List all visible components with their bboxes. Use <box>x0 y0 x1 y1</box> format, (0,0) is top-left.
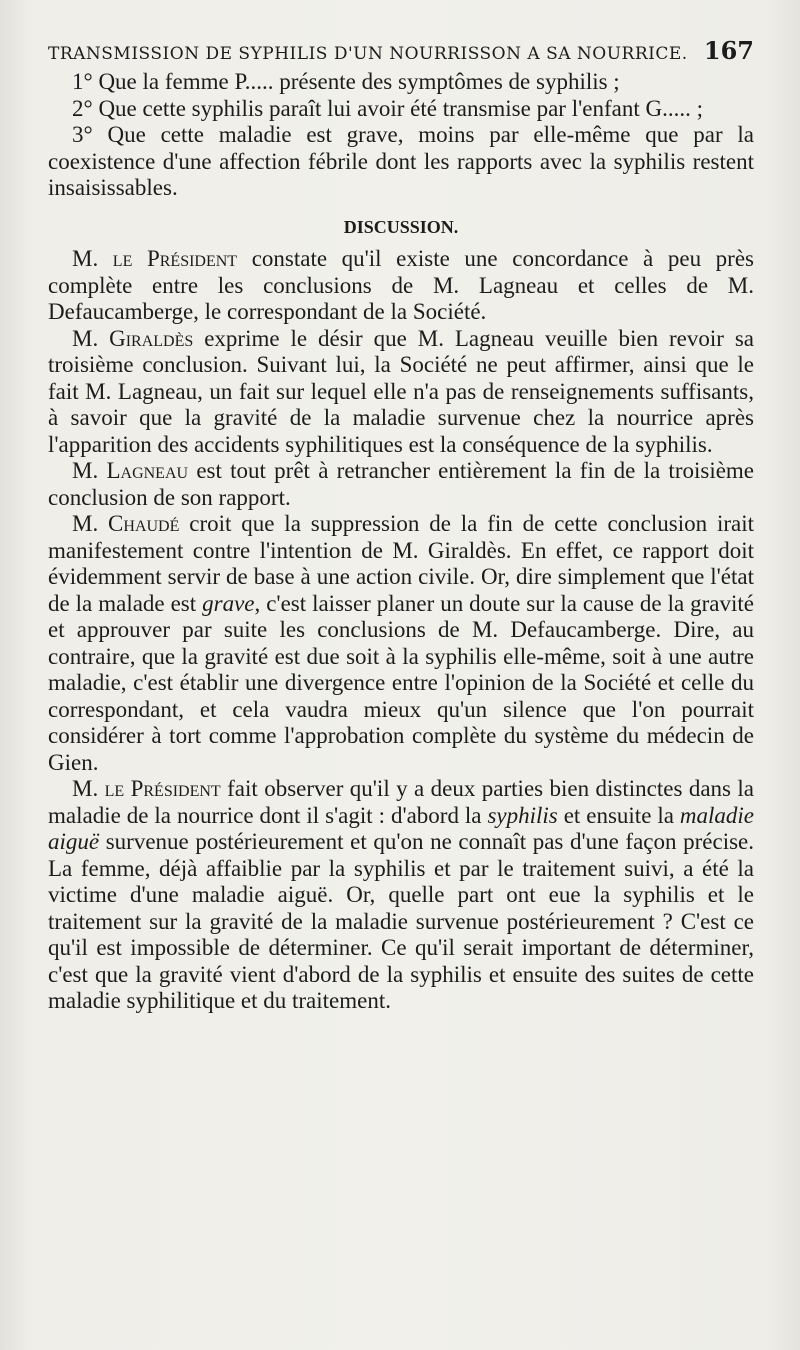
paragraph-president-2 <box>48 776 754 1015</box>
paragraph-text: est tout prêt à retrancher entièrement la fin de la troisième conclusion de son rapport. <box>48 458 755 510</box>
paragraph-text: croit que la suppression de la fin de cette conclusion irait manifestement contre l'intention de M. Giraldès. En effet, ce rapport doit évidemment servir de base à une action civile. Or, dire simplement que l'état de la malade est <box>48 511 754 616</box>
paragraph-giraldes <box>48 326 754 459</box>
speaker-name: M. le Président <box>72 776 221 801</box>
emphasis-maladie-aigue: maladie aiguë <box>48 802 755 854</box>
paragraph-text-cont: et ensuite la <box>563 802 674 828</box>
paragraph-text: fait observer qu'il y a deux parties bien distinctes dans la maladie de la nourrice dont il s'agit : d'abord la <box>48 776 755 828</box>
paragraph-president-1 <box>48 246 754 326</box>
paragraph-lagneau <box>48 458 754 511</box>
paragraph-text-cont: , c'est laisser planer un doute sur la cause de la gravité et approuver par suite les conclusions de M. Defaucamberge. Dire, au contraire, que la gravité est due soit à la syphilis elle-même, soit à une autre maladie, c'est établir une divergence entre l'opinion de la Société et celle du correspondant, et cela vaudra mieux qu'un silence que l'on pourrait considérer à tort comme l'approbation complète du système du médecin de Gien. <box>48 590 754 775</box>
conclusion-1: 1° Que la femme P..... présente des symptômes de syphilis ; <box>72 69 620 94</box>
page-number: 167 <box>703 36 754 65</box>
paragraph-chaude <box>48 511 754 776</box>
paragraph-text-cont: survenue postérieurement et qu'on ne connaît pas d'une façon précise. La femme, déjà affaiblie par la syphilis et par le traitement suivi, a été la victime d'une maladie aiguë. Or, quelle part ont eue la syphilis et le traitement sur la gravité de la maladie survenue postérieurement ? C'est ce qu'il est impossible de déterminer. Ce qu'il serait important de déterminer, c'est que la gravité vient d'abord de la syphilis et ensuite des suites de cette maladie syphilitique et du traitement. <box>48 829 754 1013</box>
speaker-name: M. Chaudé <box>72 511 180 536</box>
body-text <box>48 69 754 1015</box>
running-title: TRANSMISSION DE SYPHILIS D'UN NOURRISSON A SA NOURRICE. <box>48 44 688 64</box>
speaker-name: M. le Président <box>72 246 238 271</box>
speaker-name: M. Giraldès <box>72 325 194 351</box>
discussion-heading: DISCUSSION. <box>343 216 459 237</box>
conclusion-3: 3° Que cette maladie est grave, moins par elle-même que par la coexistence d'une affection fébrile dont les rapports avec la syphilis restent insaisissables. <box>48 122 754 200</box>
running-header <box>48 36 754 65</box>
emphasis-grave: grave <box>202 590 255 616</box>
paragraph-text: constate qu'il existe une concordance à peu près complète entre les conclusions de M. Lagneau et celles de M. Defaucamberge, le correspondant de la Société. <box>48 246 754 324</box>
conclusion-2: 2° Que cette syphilis paraît lui avoir été transmise par l'enfant G..... ; <box>72 95 703 121</box>
paragraph-text: exprime le désir que M. Lagneau veuille bien revoir sa troisième conclusion. Suivant lui, la Société ne peut affirmer, ainsi que le fait M. Lagneau, un fait sur lequel elle n'a pas de renseignements suffisants, à savoir que la gravité de la maladie survenue chez la nourrice après l'apparition des accidents syphilitiques est la conséquence de la syphilis. <box>48 325 754 457</box>
speaker-name: M. Lagneau <box>72 458 189 483</box>
emphasis-syphilis: syphilis <box>487 802 558 828</box>
